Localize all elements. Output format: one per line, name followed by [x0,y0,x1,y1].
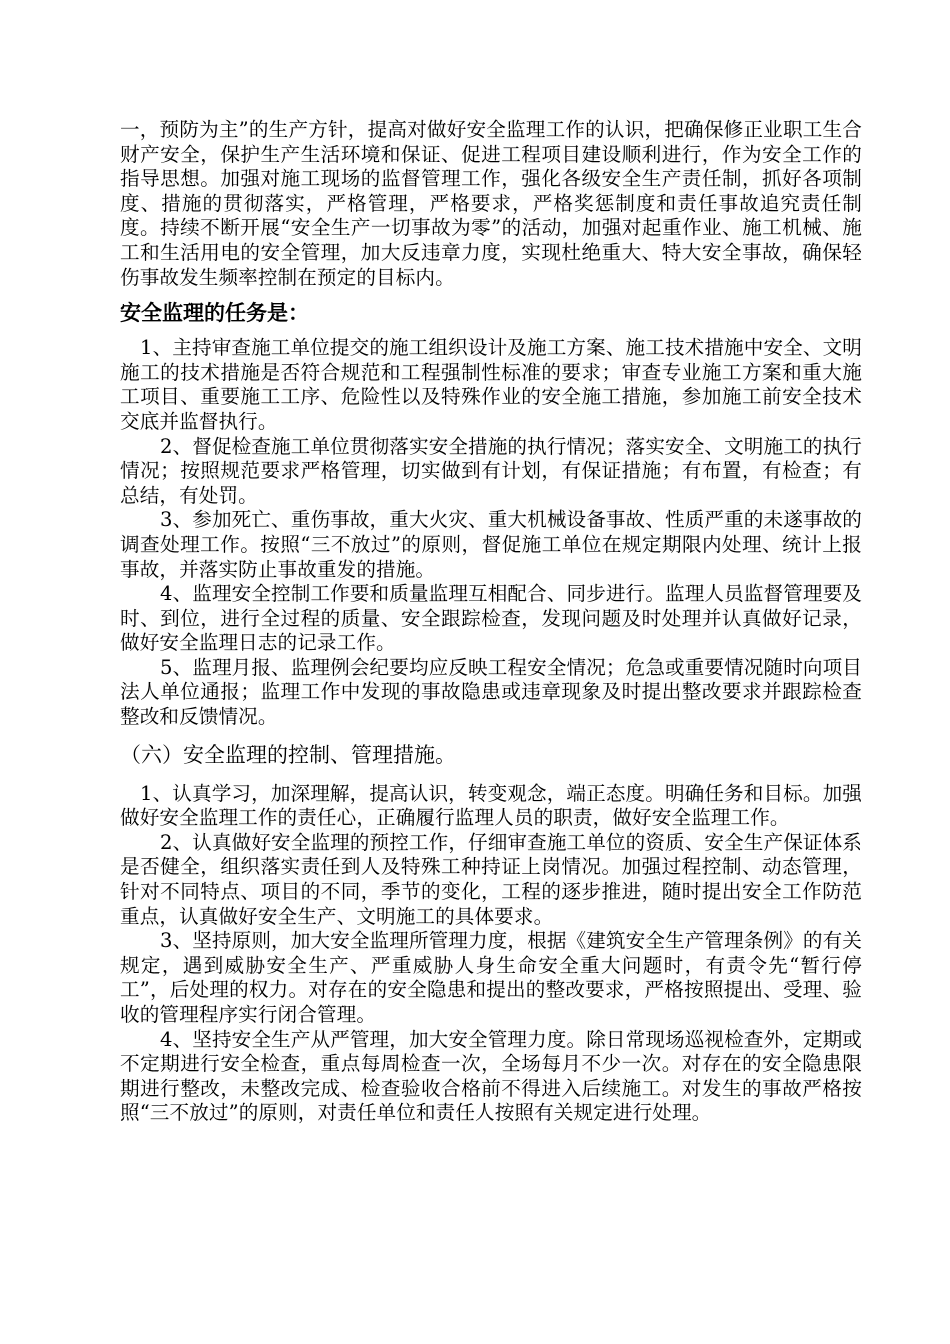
measure-item-1: 1、认真学习，加深理解，提高认识，转变观念，端正态度。明确任务和目标。加强做好安全监理工作的责任心，正确履行监理人员的职责，做好安全监理工作。 [120,781,862,830]
document-page [120,118,862,1126]
task-item-3: 3、参加死亡、重伤事故，重大火灾、重大机械设备事故、性质严重的未遂事故的调查处理工作。按照“三不放过”的原则，督促施工单位在规定期限内处理、统计上报事故，并落实防止事故重发的措施。 [120,508,862,581]
measure-item-3: 3、坚持原则，加大安全监理所管理力度，根据《建筑安全生产管理条例》的有关规定，遇到威胁安全生产、严重威胁人身生命安全重大问题时，有责令先“暂行停工”，后处理的权力。对存在的安全隐患和提出的整改要求，严格按照提出、受理、验收的管理程序实行闭合管理。 [120,929,862,1026]
task-item-1: 1、主持审查施工单位提交的施工组织设计及施工方案、施工技术措施中安全、文明施工的技术措施是否符合规范和工程强制性标准的要求；审查专业施工方案和重大施工项目、重要施工工序、危险性以及特殊作业的安全施工措施，参加施工前安全技术交底并监督执行。 [120,336,862,433]
task-item-4: 4、监理安全控制工作要和质量监理互相配合、同步进行。监理人员监督管理要及时、到位，进行全过程的质量、安全跟踪检查，发现问题及时处理并认真做好记录，做好安全监理日志的记录工作。 [120,582,862,655]
measure-item-4: 4、坚持安全生产从严管理，加大安全管理力度。除日常现场巡视检查外，定期或不定期进行安全检查，重点每周检查一次，全场每月不少一次。对存在的安全隐患限期进行整改，未整改完成、检查验收合格前不得进入后续施工。对发生的事故严格按照“三不放过”的原则，对责任单位和责任人按照有关规定进行处理。 [120,1027,862,1125]
intro-paragraph: 一，预防为主”的生产方针，提高对做好安全监理工作的认识，把确保修正业职工生合财产安全，保护生产生活环境和保证、促进工程项目建设顺利进行，作为安全工作的指导思想。加强对施工现场的监督管理工作，强化各级安全生产责任制，抓好各项制度、措施的贯彻落实，严格管理，严格要求，严格奖惩制度和责任事故追究责任制度。持续不断开展“安全生产一切事故为零”的活动，加强对起重作业、施工机械、施工和生活用电的安全管理，加大反违章力度，实现杜绝重大、特大安全事故，确保轻伤事故发生频率控制在预定的目标内。 [120,118,862,289]
task-item-5: 5、监理月报、监理例会纪要均应反映工程安全情况；危急或重要情况随时向项目法人单位通报；监理工作中发现的事故隐患或违章现象及时提出整改要求并跟踪检查整改和反馈情况。 [120,655,862,729]
task-item-2: 2、督促检查施工单位贯彻落实安全措施的执行情况；落实安全、文明施工的执行情况；按照规范要求严格管理，切实做到有计划，有保证措施；有布置，有检查；有总结，有处罚。 [120,434,862,507]
measures-heading: （六）安全监理的控制、管理措施。 [120,742,456,767]
measure-item-2: 2、认真做好安全监理的预控工作，仔细审查施工单位的资质、安全生产保证体系是否健全，组织落实责任到人及特殊工种持证上岗情况。加强过程控制、动态管理，针对不同特点、项目的不同，季节的变化，工程的逐步推进，随时提出安全工作防范重点，认真做好安全生产、文明施工的具体要求。 [120,830,862,928]
tasks-heading: 安全监理的任务是： [120,301,309,326]
